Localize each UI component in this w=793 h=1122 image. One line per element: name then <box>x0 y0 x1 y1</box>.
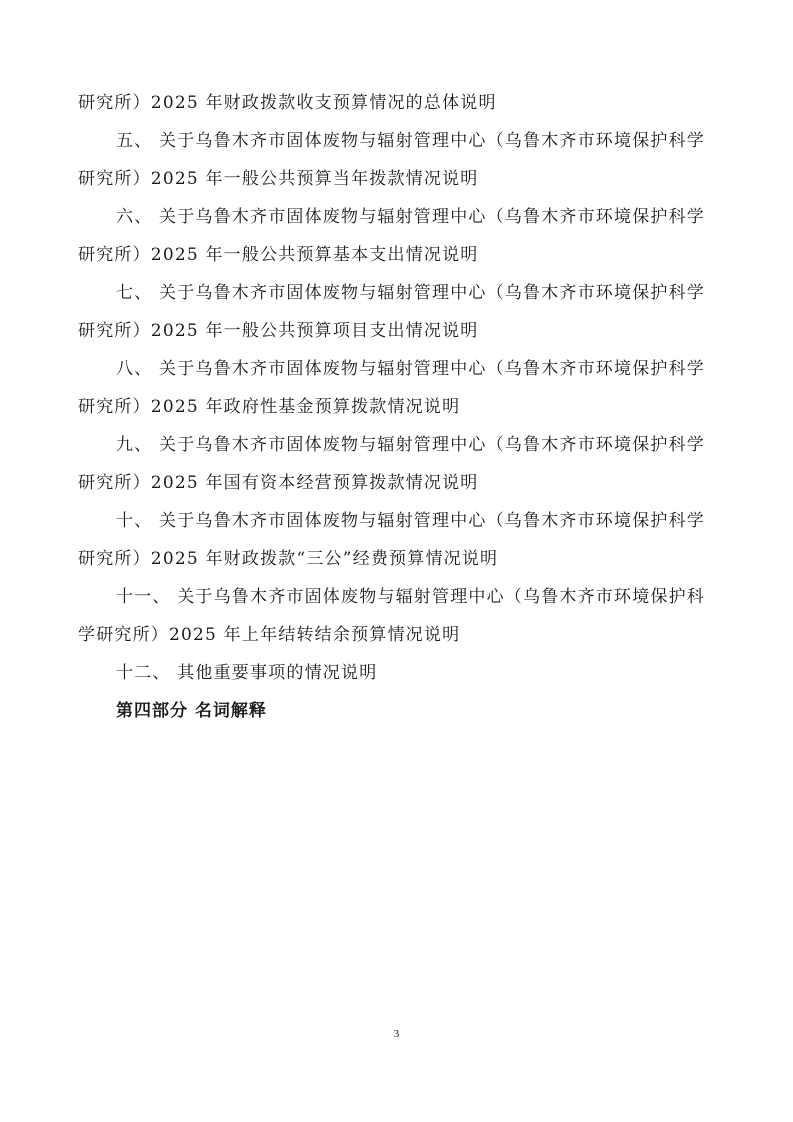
page-number: 3 <box>393 1028 400 1040</box>
toc-item-8: 八、 关于乌鲁木齐市固体废物与辐射管理中心（乌鲁木齐市环境保护科学 <box>116 359 706 379</box>
text-line: 研究所）2025 年一般公共预算基本支出情况说明 <box>78 245 479 265</box>
text-line: 研究所）2025 年一般公共预算项目支出情况说明 <box>78 321 479 341</box>
text-line: 学研究所）2025 年上年结转结余预算情况说明 <box>78 625 461 645</box>
text-line: 研究所）2025 年一般公共预算当年拨款情况说明 <box>78 169 479 189</box>
text-line: 研究所）2025 年财政拨款“三公”经费预算情况说明 <box>78 549 499 569</box>
toc-item-11: 十一、 关于乌鲁木齐市固体废物与辐射管理中心（乌鲁木齐市环境保护科 <box>116 587 706 607</box>
text-line: 研究所）2025 年国有资本经营预算拨款情况说明 <box>78 473 479 493</box>
page-content <box>78 84 718 730</box>
text-line: 研究所）2025 年财政拨款收支预算情况的总体说明 <box>78 93 497 113</box>
toc-item-6: 六、 关于乌鲁木齐市固体废物与辐射管理中心（乌鲁木齐市环境保护科学 <box>116 207 706 227</box>
toc-item-9: 九、 关于乌鲁木齐市固体废物与辐射管理中心（乌鲁木齐市环境保护科学 <box>116 435 706 455</box>
section-heading: 第四部分 名词解释 <box>116 701 267 721</box>
toc-item-10: 十、 关于乌鲁木齐市固体废物与辐射管理中心（乌鲁木齐市环境保护科学 <box>116 511 706 531</box>
text-line: 研究所）2025 年政府性基金预算拨款情况说明 <box>78 397 461 417</box>
toc-item-12: 十二、 其他重要事项的情况说明 <box>116 663 378 683</box>
toc-item-7: 七、 关于乌鲁木齐市固体废物与辐射管理中心（乌鲁木齐市环境保护科学 <box>116 283 706 303</box>
toc-item-5: 五、 关于乌鲁木齐市固体废物与辐射管理中心（乌鲁木齐市环境保护科学 <box>116 131 706 151</box>
